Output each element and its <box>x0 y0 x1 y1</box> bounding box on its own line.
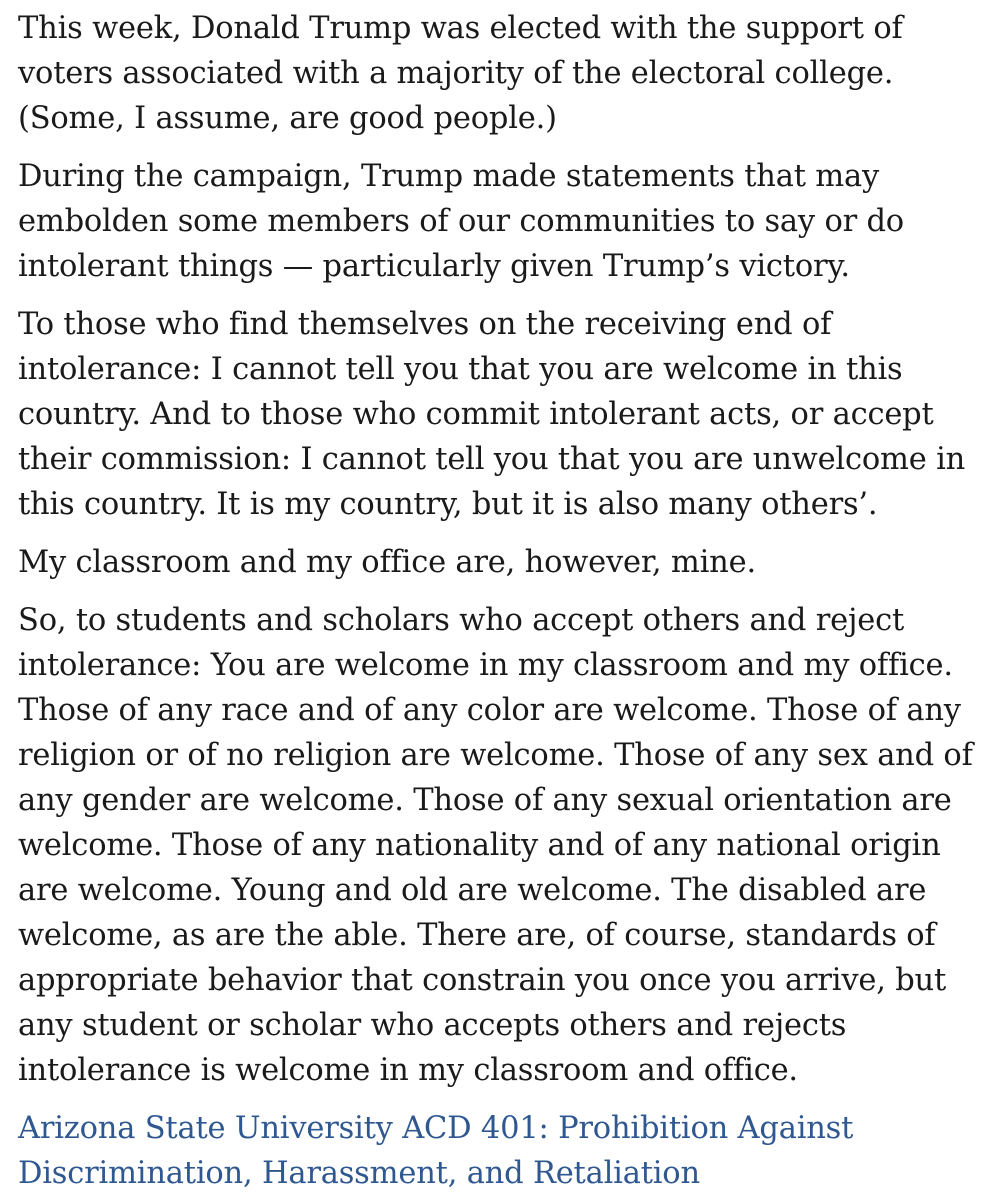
text-line: intolerant things — particularly given Trump’s victory. <box>18 249 850 284</box>
text-line: this country. It is my country, but it is also many others’. <box>18 487 878 522</box>
text-line: voters associated with a majority of the electoral college. <box>18 56 894 91</box>
text-line: any gender are welcome. Those of any sexual orientation are <box>18 783 952 818</box>
paragraph-campaign <box>18 154 1003 289</box>
text-line: welcome. Those of any nationality and of any national origin <box>18 828 941 863</box>
text-line: My classroom and my office are, however, mine. <box>18 545 756 580</box>
text-line: appropriate behavior that constrain you once you arrive, but <box>18 963 947 998</box>
text-line: intolerance: I cannot tell you that you are welcome in this <box>18 352 903 387</box>
text-line: welcome, as are the able. There are, of course, standards of <box>18 918 936 953</box>
text-line: During the campaign, Trump made statements that may <box>18 159 880 194</box>
document-body <box>18 6 1003 1196</box>
policy-link[interactable] <box>18 1106 1003 1196</box>
text-line: (Some, I assume, are good people.) <box>18 101 557 136</box>
text-line: To those who find themselves on the receiving end of <box>18 307 832 342</box>
text-line: intolerance: You are welcome in my classroom and my office. <box>18 648 953 683</box>
paragraph-intolerance <box>18 302 1003 527</box>
text-line: Those of any race and of any color are welcome. Those of any <box>18 693 961 728</box>
text-line: intolerance is welcome in my classroom and office. <box>18 1053 798 1088</box>
text-line: country. And to those who commit intolerant acts, or accept <box>18 397 934 432</box>
text-line: So, to students and scholars who accept others and reject <box>18 603 905 638</box>
paragraph-classroom <box>18 540 1003 585</box>
policy-link-line: Arizona State University ACD 401: Prohibition Against <box>18 1111 854 1146</box>
text-line: religion or of no religion are welcome. Those of any sex and of <box>18 738 973 773</box>
paragraph-election <box>18 6 1003 141</box>
text-line: embolden some members of our communities to say or do <box>18 204 904 239</box>
paragraph-welcome <box>18 598 1003 1093</box>
text-line: any student or scholar who accepts others and rejects <box>18 1008 847 1043</box>
text-line: are welcome. Young and old are welcome. The disabled are <box>18 873 927 908</box>
text-line: their commission: I cannot tell you that you are unwelcome in <box>18 442 966 477</box>
text-line: This week, Donald Trump was elected with the support of <box>18 11 903 46</box>
policy-link-line: Discrimination, Harassment, and Retaliation <box>18 1156 700 1191</box>
